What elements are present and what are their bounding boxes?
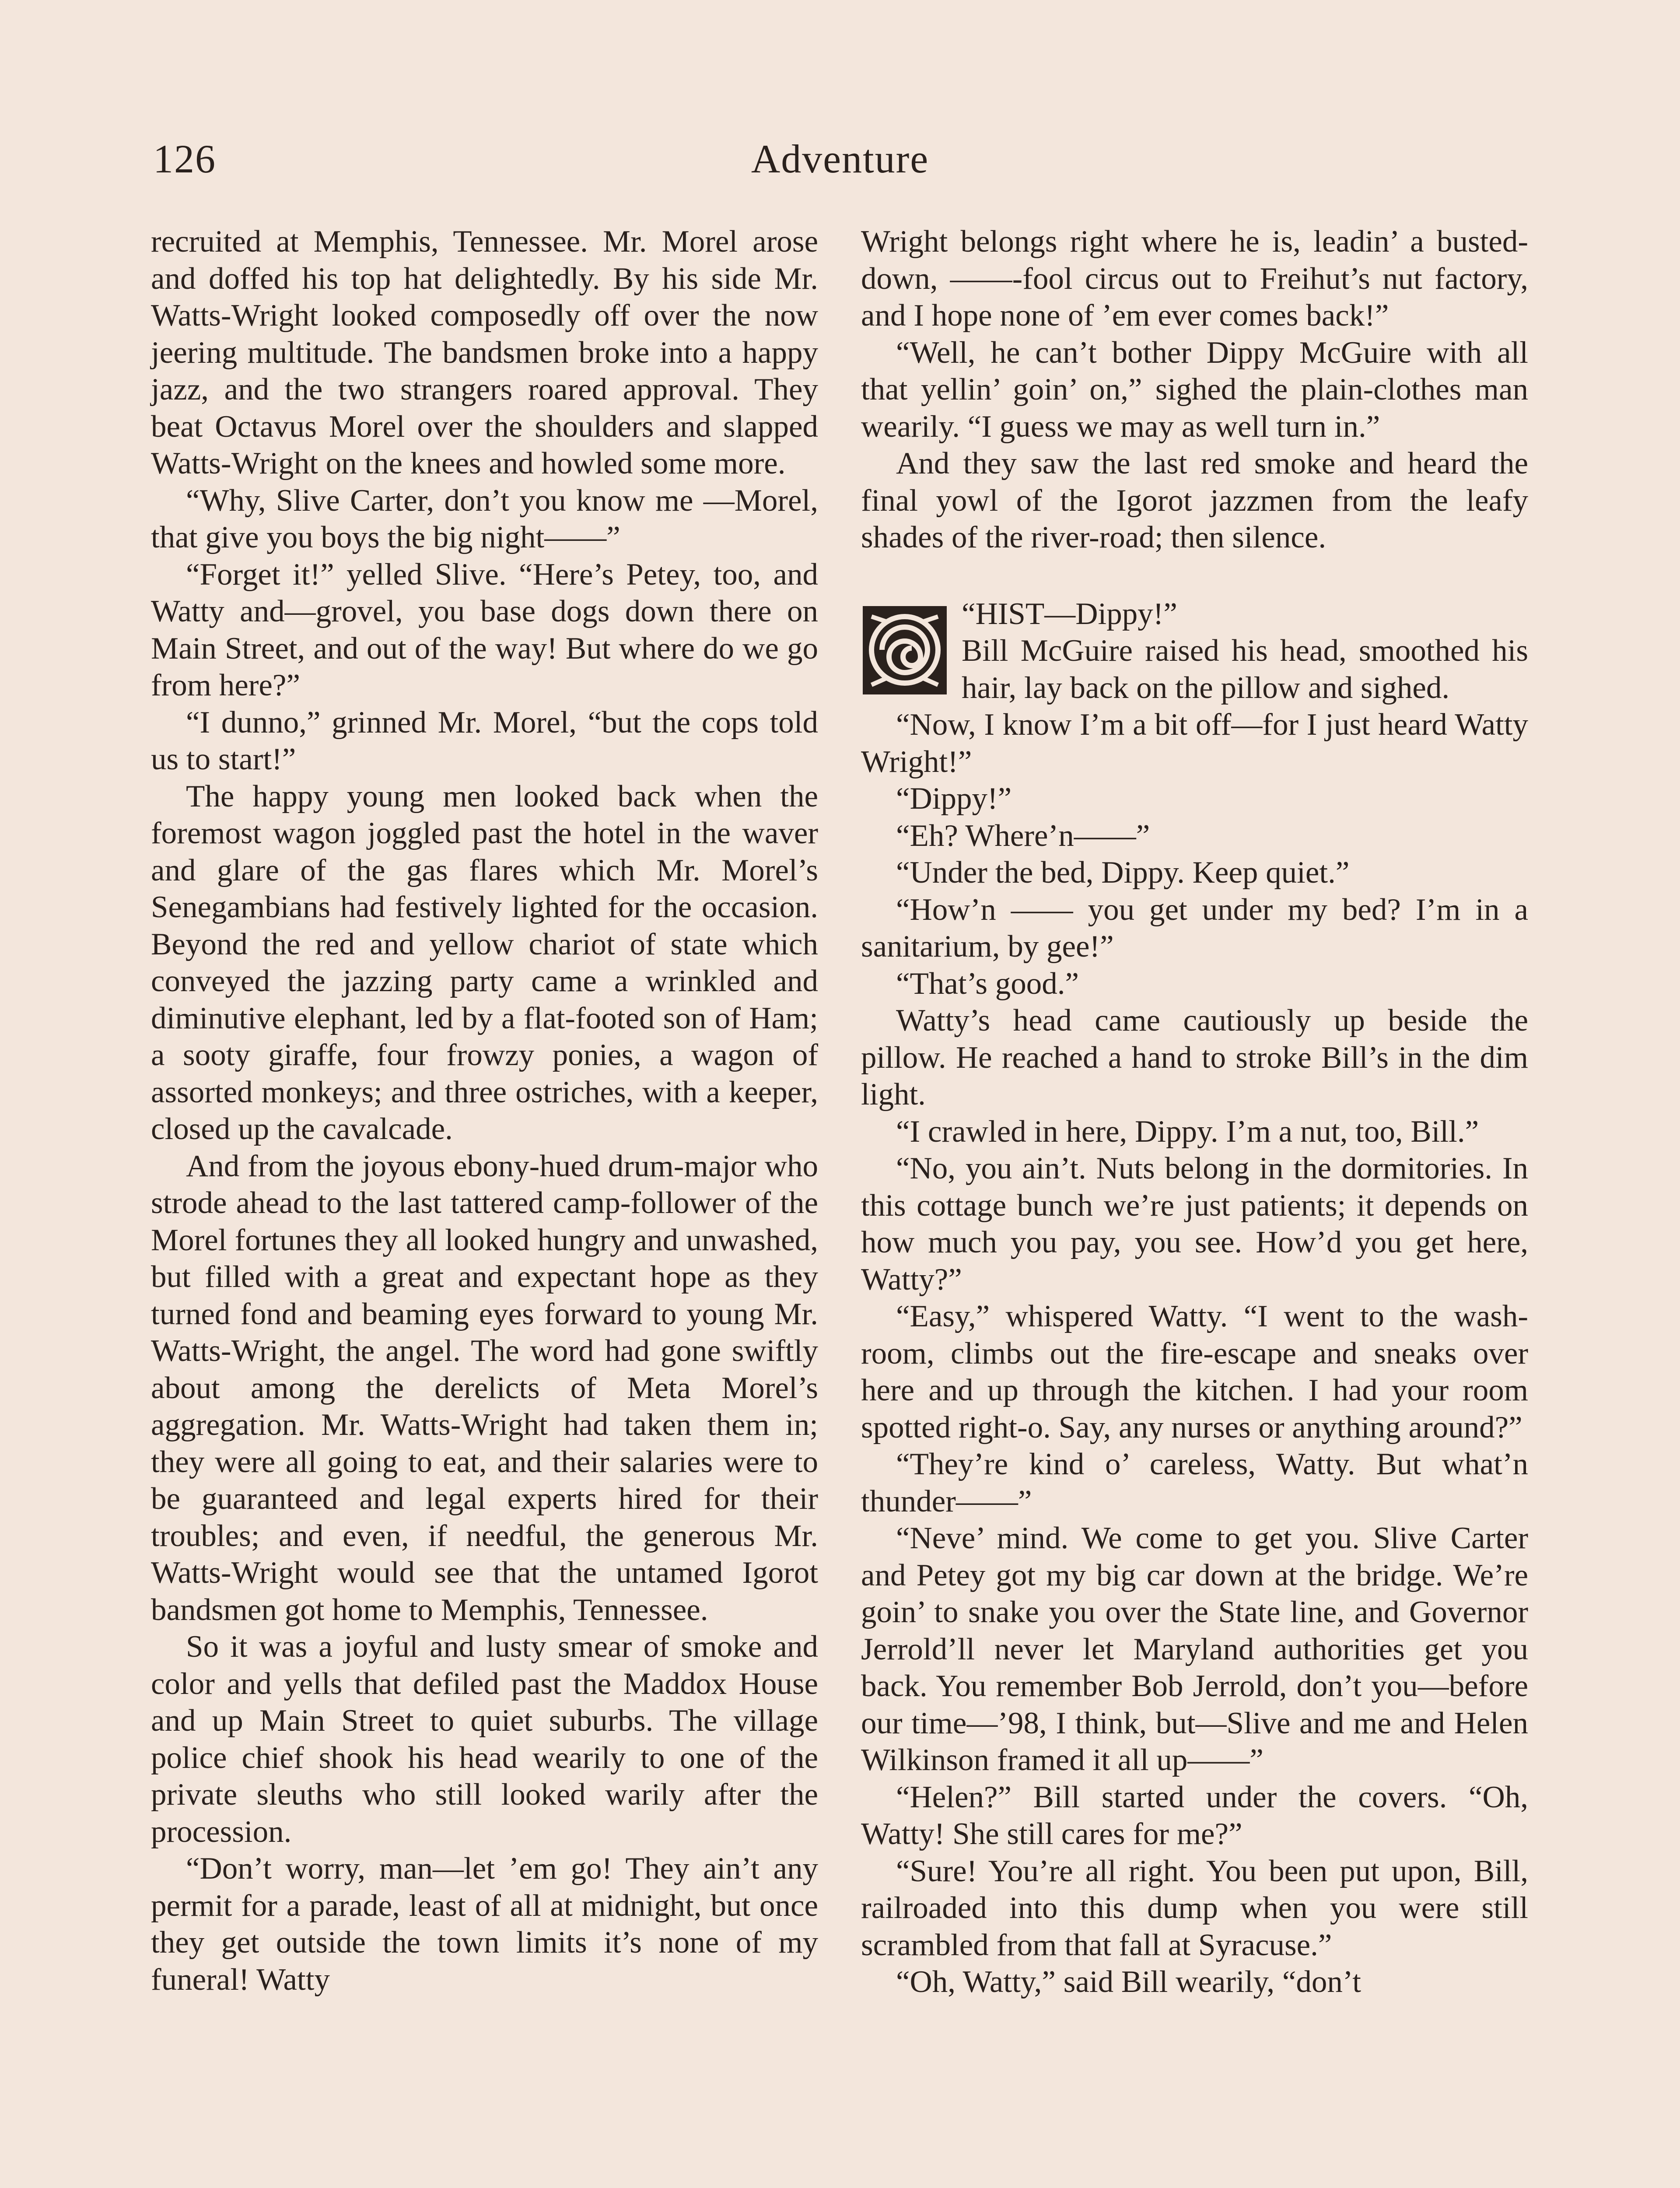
swirl-ornament-icon: [861, 604, 948, 696]
paragraph: “Easy,” whispered Watty. “I went to the wash-room, climbs out the fire-escape and sneaks over here and up through the kitchen. I had your room spotted right-o. Say, any nurses or anything around?”: [861, 1299, 1528, 1445]
paragraph: “Under the bed, Dippy. Keep quiet.”: [896, 856, 1350, 890]
left-column: [151, 223, 818, 1998]
right-column: [861, 223, 1528, 2001]
paragraph: “I crawled in here, Dippy. I’m a nut, too, Bill.”: [896, 1114, 1479, 1149]
paragraph: Wright belongs right where he is, leadin’ a busted-down, ——-fool circus out to Freihut’s nut factory, and I hope none of ’em ever comes back!”: [861, 224, 1528, 333]
paragraph: “I dunno,” grinned Mr. Morel, “but the cops told us to start!”: [151, 705, 818, 776]
paragraph: “Don’t worry, man—let ’em go! They ain’t any permit for a parade, least of all at midnight, but once they get outside the town limits it’s none of my funeral! Watty: [151, 1851, 818, 1997]
paragraph: And from the joyous ebony-hued drum-major who strode ahead to the last tattered camp-follower of the Morel fortunes they all looked hungry and unwashed, but filled with a great and expectant hope as they turned fond and beaming eyes forward to young Mr. Watts-Wright, the angel. The word had gone swiftly about among the derelicts of Meta Morel’s aggregation. Mr. Watts-Wright had taken them in; they were all going to eat, and their salaries were to be guaranteed and legal experts hired for their troubles; and even, if needful, the generous Mr. Watts-Wright would see that the untamed Igorot bandsmen got home to Memphis, Tennessee.: [151, 1149, 818, 1627]
paragraph: recruited at Memphis, Tennessee. Mr. Morel arose and doffed his top hat delightedly. By his side Mr. Watts-Wright looked composedly off over the now jeering multitude. The bandsmen broke into a happy jazz, and the two strangers roared approval. They beat Octavus Morel over the shoulders and slapped Watts-Wright on the knees and howled some more.: [151, 224, 818, 480]
paragraph: “No, you ain’t. Nuts belong in the dormitories. In this cottage bunch we’re just patients; it depends on how much you pay, you see. How’d you get here, Watty?”: [861, 1151, 1528, 1297]
paragraph: “Helen?” Bill started under the covers. “Oh, Watty! She still cares for me?”: [861, 1780, 1528, 1851]
paragraph: Watty’s head came cautiously up beside the pillow. He reached a hand to stroke Bill’s in the dim light.: [861, 1003, 1528, 1112]
magazine-title: Adventure: [751, 137, 929, 181]
paragraph: “Well, he can’t bother Dippy McGuire with all that yellin’ goin’ on,” sighed the plain-clothes man wearily. “I guess we may as well turn in.”: [861, 335, 1528, 444]
section-opening-line: “HIST—Dippy!”: [962, 596, 1177, 631]
paragraph: “They’re kind o’ careless, Watty. But what’n thunder——”: [861, 1447, 1528, 1518]
paragraph: “Why, Slive Carter, don’t you know me —Morel, that give you boys the big night——”: [151, 483, 818, 554]
page-number: 126: [153, 137, 216, 181]
paragraph: Bill McGuire raised his head, smoothed his hair, lay back on the pillow and sighed.: [962, 634, 1528, 705]
paragraph: “How’n —— you get under my bed? I’m in a sanitarium, by gee!”: [861, 892, 1528, 964]
page-header: [153, 127, 1527, 193]
paragraph: “Sure! You’re all right. You been put upon, Bill, railroaded into this dump when you were still scrambled from that fall at Syracuse.”: [861, 1854, 1528, 1962]
paragraph: “Oh, Watty,” said Bill wearily, “don’t: [896, 1965, 1361, 1999]
paragraph: “That’s good.”: [896, 966, 1079, 1001]
paragraph: “Eh? Where’n——”: [896, 818, 1150, 853]
paragraph: “Forget it!” yelled Slive. “Here’s Petey, too, and Watty and—grovel, you base dogs down there on Main Street, and out of the way! But where do we go from here?”: [151, 557, 818, 702]
paragraph: So it was a joyful and lusty smear of smoke and color and yells that defiled past the Maddox House and up Main Street to quiet suburbs. The village police chief shook his head wearily to one of the private sleuths who still looked warily after the procession.: [151, 1630, 818, 1849]
paragraph: And they saw the last red smoke and heard the final yowl of the Igorot jazzmen from the leafy shades of the river-road; then silence.: [861, 446, 1528, 554]
section-start: [861, 596, 1528, 707]
paragraph: “Neve’ mind. We come to get you. Slive Carter and Petey got my big car down at the bridge. We’re goin’ to snake you over the State line, and Governor Jerrold’ll never let Maryland authorities get you back. You remember Bob Jerrold, don’t you—before our time—’98, I think, but—Slive and me and Helen Wilkinson framed it all up——”: [861, 1521, 1528, 1777]
paragraph: The happy young men looked back when the foremost wagon joggled past the hotel in the waver and glare of the gas flares which Mr. Morel’s Senegambians had festively lighted for the occasion. Beyond the red and yellow chariot of state which conveyed the jazzing party came a wrinkled and diminutive elephant, led by a flat-footed son of Ham; a sooty giraffe, four frowzy ponies, a wagon of assorted monkeys; and three ostriches, with a keeper, closed up the cavalcade.: [151, 779, 818, 1146]
paragraph: “Dippy!”: [896, 782, 1012, 816]
paragraph: “Now, I know I’m a bit off—for I just heard Watty Wright!”: [861, 708, 1528, 779]
section-break: [861, 556, 1528, 596]
